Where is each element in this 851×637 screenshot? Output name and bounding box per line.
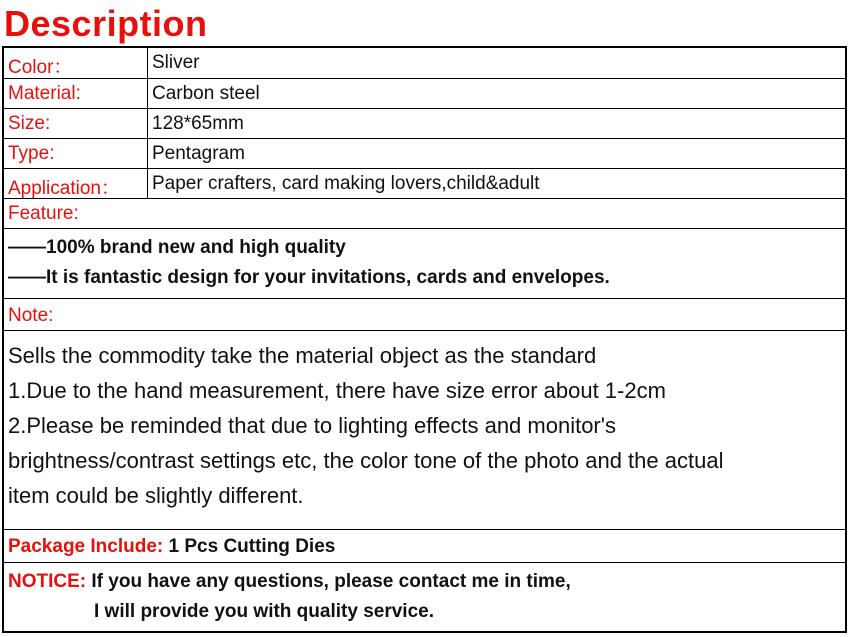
column-divider bbox=[147, 169, 148, 198]
spec-label: Application： bbox=[8, 178, 120, 199]
note-line: 1.Due to the hand measurement, there have size error about 1-2cm bbox=[8, 378, 666, 403]
spec-row-size bbox=[4, 109, 845, 139]
feature-line: ——It is fantastic design for your invitations, cards and envelopes. bbox=[8, 267, 610, 288]
spec-value: 128*65mm bbox=[152, 113, 244, 134]
notice-text bbox=[8, 571, 571, 593]
feature-header-row bbox=[4, 199, 845, 229]
note-body-row bbox=[4, 331, 845, 530]
note-label: Note: bbox=[8, 305, 54, 326]
spec-row-type bbox=[4, 139, 845, 169]
page-title: Description bbox=[4, 3, 208, 44]
spec-row-material bbox=[4, 79, 845, 109]
spec-value: Carbon steel bbox=[152, 83, 260, 104]
description-table bbox=[2, 46, 847, 633]
notice-label: NOTICE: bbox=[8, 571, 87, 592]
spec-label: Color： bbox=[8, 57, 73, 78]
note-line: Sells the commodity take the material object as the standard bbox=[8, 343, 597, 368]
package-text bbox=[8, 536, 335, 558]
note-header-row bbox=[4, 299, 845, 331]
spec-label: Size: bbox=[8, 113, 51, 134]
note-line: item could be slightly different. bbox=[8, 483, 304, 508]
package-row bbox=[4, 530, 845, 563]
column-divider bbox=[147, 48, 148, 78]
spec-row-color bbox=[4, 48, 845, 79]
feature-body-row bbox=[4, 229, 845, 299]
column-divider bbox=[147, 139, 148, 168]
spec-row-application bbox=[4, 169, 845, 199]
column-divider bbox=[147, 109, 148, 138]
notice-row bbox=[4, 563, 845, 631]
note-line: brightness/contrast settings etc, the color tone of the photo and the actual bbox=[8, 448, 724, 473]
note-line: 2.Please be reminded that due to lighting effects and monitor's bbox=[8, 413, 616, 438]
package-label: Package Include: bbox=[8, 536, 164, 557]
spec-label: Type: bbox=[8, 143, 55, 164]
spec-value: Pentagram bbox=[152, 143, 245, 164]
feature-label: Feature: bbox=[8, 203, 79, 224]
column-divider bbox=[147, 79, 148, 108]
notice-line-2: I will provide you with quality service. bbox=[94, 601, 434, 622]
notice-line-1: If you have any questions, please contact me in time, bbox=[86, 571, 571, 592]
spec-value: Paper crafters, card making lovers,child&adult bbox=[152, 173, 540, 194]
package-value: 1 Pcs Cutting Dies bbox=[163, 536, 336, 557]
spec-value: Sliver bbox=[152, 52, 200, 73]
feature-line: ——100% brand new and high quality bbox=[8, 237, 346, 258]
spec-label: Material: bbox=[8, 83, 81, 104]
